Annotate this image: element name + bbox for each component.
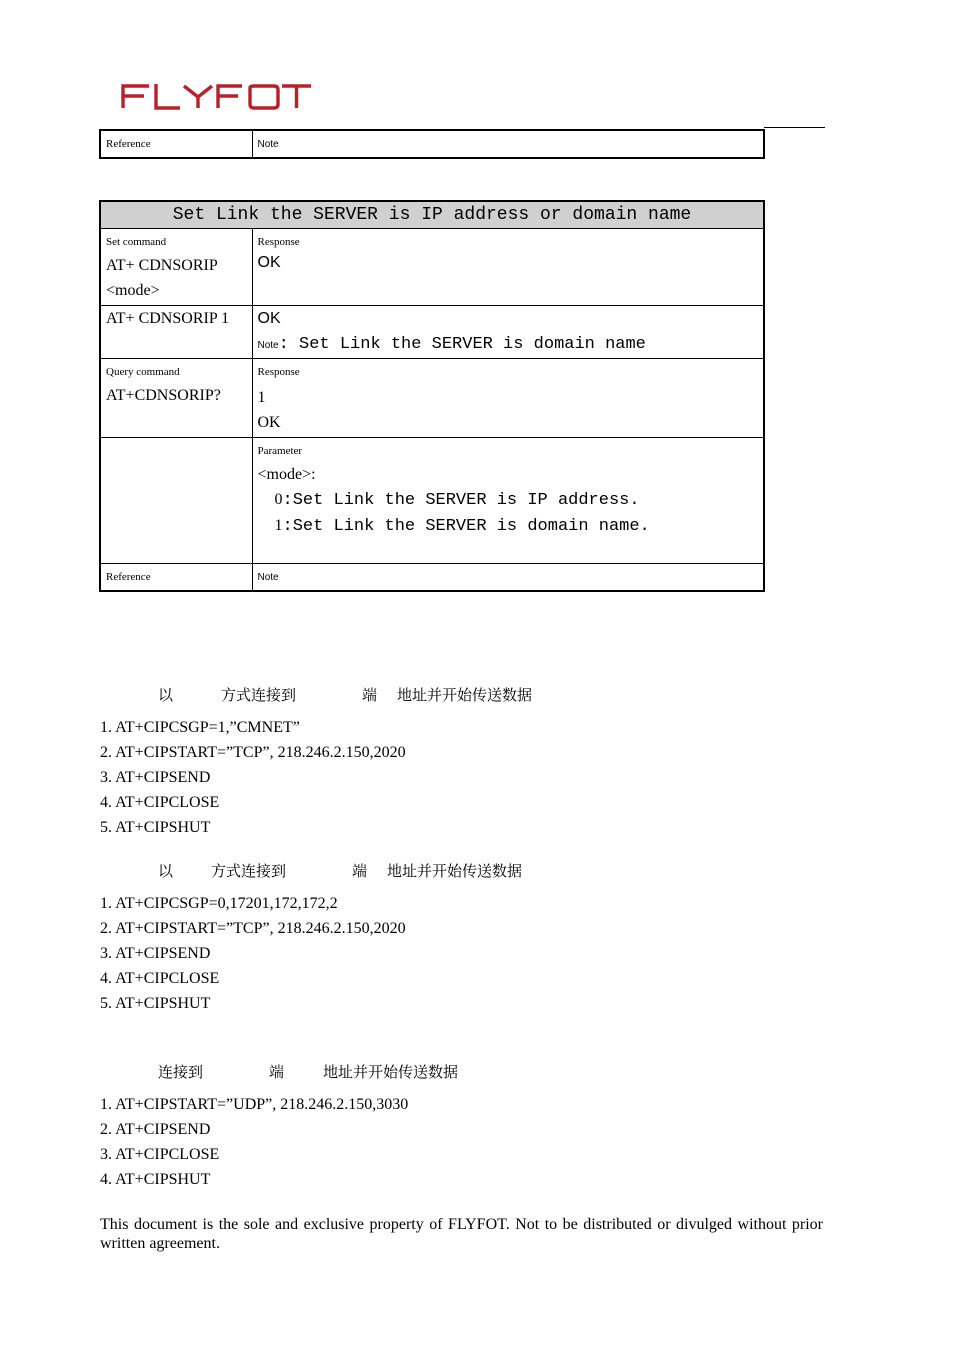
heading-part: 方式连接到 (211, 864, 287, 880)
list-item: 3. AT+CIPCLOSE (100, 1146, 220, 1163)
example-response: OK (257, 310, 281, 327)
note-label: Note (252, 130, 764, 158)
query-command-cell (100, 359, 252, 438)
heading-part: 地址并开始传送数据 (323, 1065, 459, 1081)
query-response-label: Response (257, 366, 300, 378)
section2-list (100, 891, 406, 1016)
list-item: 1. AT+CIPCSGP=0,17201,172,172,2 (100, 895, 338, 912)
list-item: 1. AT+CIPCSGP=1,”CMNET” (100, 719, 300, 736)
response-label: Response (257, 236, 300, 248)
header-rule (764, 127, 825, 128)
query-command-label: Query command (106, 366, 180, 378)
list-item: 2. AT+CIPSTART=”TCP”, 218.246.2.150,2020 (100, 920, 406, 937)
parameter-cell (252, 438, 764, 564)
mode-option-num: 1 (274, 517, 283, 534)
footer-disclaimer: This document is the sole and exclusive property of FLYFOT. Not to be distributed or divulged without prior written agreement. (100, 1216, 823, 1252)
mode-label: <mode>: (257, 466, 316, 483)
response-value: OK (257, 254, 281, 271)
list-item: 4. AT+CIPCLOSE (100, 970, 220, 987)
query-response-value: 1 (257, 389, 266, 406)
table-row (100, 359, 764, 438)
set-command-line2: <mode> (106, 282, 160, 299)
example-command: AT+ CDNSORIP 1 (106, 310, 230, 327)
table-row (100, 564, 764, 592)
mode-option (258, 487, 764, 513)
list-item: 5. AT+CIPSHUT (100, 819, 211, 836)
set-command-cell (100, 229, 252, 306)
list-item: 3. AT+CIPSEND (100, 769, 211, 786)
heading-part: 端 (362, 688, 378, 704)
example-command-cell (100, 306, 252, 359)
parameter-label: Parameter (257, 445, 303, 457)
query-command: AT+CDNSORIP? (106, 387, 221, 404)
heading-part: 地址并开始传送数据 (397, 688, 533, 704)
set-command-line1: AT+ CDNSORIP (106, 257, 218, 274)
mode-option-num: 0 (274, 491, 283, 508)
heading-part: 端 (269, 1065, 285, 1081)
command-table (99, 200, 765, 592)
heading-part: 以 (158, 864, 174, 880)
table-row (100, 306, 764, 359)
section3-list (100, 1092, 408, 1192)
flyfot-logo (118, 78, 314, 114)
reference-table-top (99, 129, 765, 159)
flyfot-logo-graphic (118, 78, 314, 114)
reference-label: Reference (100, 564, 252, 592)
list-item: 5. AT+CIPSHUT (100, 995, 211, 1012)
list-item: 1. AT+CIPSTART=”UDP”, 218.246.2.150,3030 (100, 1096, 409, 1113)
table-title: Set Link the SERVER is IP address or domain name (100, 201, 764, 229)
example-note-text: : Set Link the SERVER is domain name (278, 335, 646, 354)
example-response-cell (252, 306, 764, 359)
query-response-cell (252, 359, 764, 438)
mode-option-text: :Set Link the SERVER is domain name. (282, 517, 650, 536)
heading-part: 以 (158, 688, 174, 704)
set-response-cell (252, 229, 764, 306)
table-title-row (100, 201, 764, 229)
list-item: 2. AT+CIPSEND (100, 1121, 211, 1138)
mode-option (258, 513, 764, 539)
example-note-label: Note (257, 340, 279, 351)
reference-label: Reference (100, 130, 252, 158)
table-row (100, 229, 764, 306)
table-row (100, 438, 764, 564)
list-item: 4. AT+CIPSHUT (100, 1171, 211, 1188)
section1-list (100, 715, 406, 840)
heading-part: 方式连接到 (221, 688, 297, 704)
query-response-ok: OK (257, 414, 281, 431)
list-item: 4. AT+CIPCLOSE (100, 794, 220, 811)
mode-option-text: :Set Link the SERVER is IP address. (282, 491, 640, 510)
heading-part: 地址并开始传送数据 (387, 864, 523, 880)
list-item: 2. AT+CIPSTART=”TCP”, 218.246.2.150,2020 (100, 744, 406, 761)
list-item: 3. AT+CIPSEND (100, 945, 211, 962)
set-command-label: Set command (106, 236, 167, 248)
table-row (100, 130, 764, 158)
note-label: Note (252, 564, 764, 592)
heading-part: 端 (352, 864, 368, 880)
heading-part: 连接到 (158, 1065, 204, 1081)
parameter-empty-cell (100, 438, 252, 564)
